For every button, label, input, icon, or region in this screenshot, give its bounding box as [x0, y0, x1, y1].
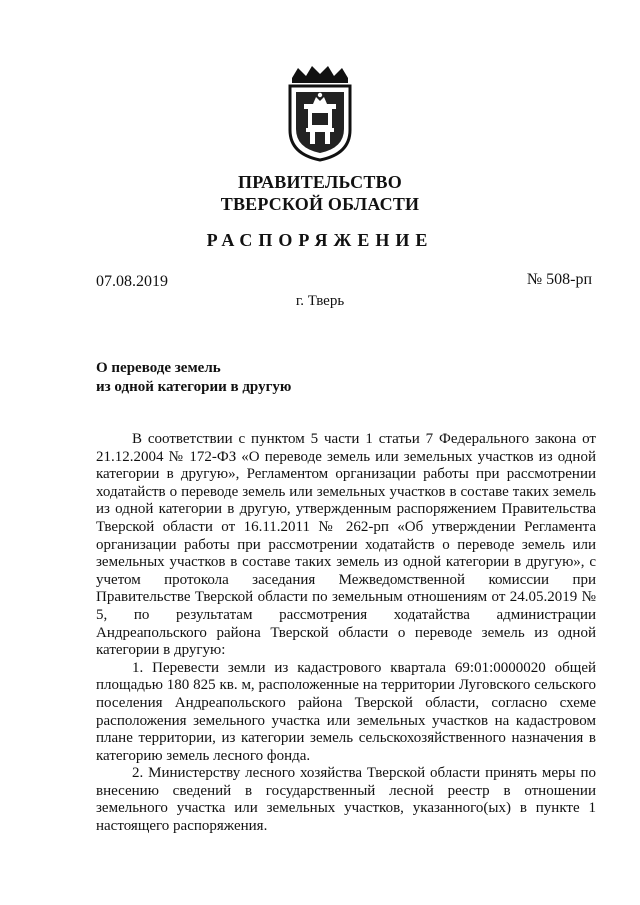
document-body: [96, 431, 596, 836]
order-item-2: 2. Министерству лесного хозяйства Тверской области принять меры по внесению сведений в государственный лесной реестр в отношении земельного участка или земельных участков, указанного(ых) в пункте 1 настоящего распоряжения.: [96, 765, 596, 835]
preamble-paragraph: В соответствии с пунктом 5 части 1 статьи 7 Федерального закона от 21.12.2004 № 172-ФЗ «О переводе земель или земельных участков из одной категории в другую», Регламентом организации работы при рассмотрении ходатайств о переводе земель или земельных участков в составе таких земель из одной категории в другую, утвержденным распоряжением Правительства Тверской области от 16.11.2011 № 262-рп «Об утверждении Регламента организации работы при рассмотрении ходатайств о переводе земель или земельных участков в составе таких земель из одной категории в другую», с учетом протокола заседания Межведомственной комиссии при Правительстве Тверской области по земельным отношениям от 24.05.2019 № 5, по результатам рассмотрения ходатайства администрации Андреапольского района Тверской области о переводе земель из одной категории в другую:: [96, 431, 596, 659]
document-type-title: РАСПОРЯЖЕНИЕ: [206, 230, 434, 250]
document-number: № 508-рп: [526, 271, 592, 288]
document-city: г. Тверь: [295, 293, 345, 309]
document-date: 07.08.2019: [96, 273, 168, 290]
subject-line1: О переводе земель: [96, 360, 221, 376]
subject-line2: из одной категории в другую: [96, 379, 292, 395]
government-name-line1: ПРАВИТЕЛЬСТВО: [238, 172, 402, 192]
order-item-1: 1. Перевести земли из кадастрового квартала 69:01:0000020 общей площадью 180 825 кв. м, расположенные на территории Луговского сельского поселения Андреапольского района Тверской области, согласно схеме расположения земельного участка или земельных участков на кадастровом плане территории, из категории земель сельскохозяйственного назначения в категорию земель лесного фонда.: [96, 659, 596, 764]
coat-of-arms-icon: [282, 64, 358, 162]
document-subject: [96, 359, 291, 397]
government-name-line2: ТВЕРСКОЙ ОБЛАСТИ: [220, 194, 420, 214]
